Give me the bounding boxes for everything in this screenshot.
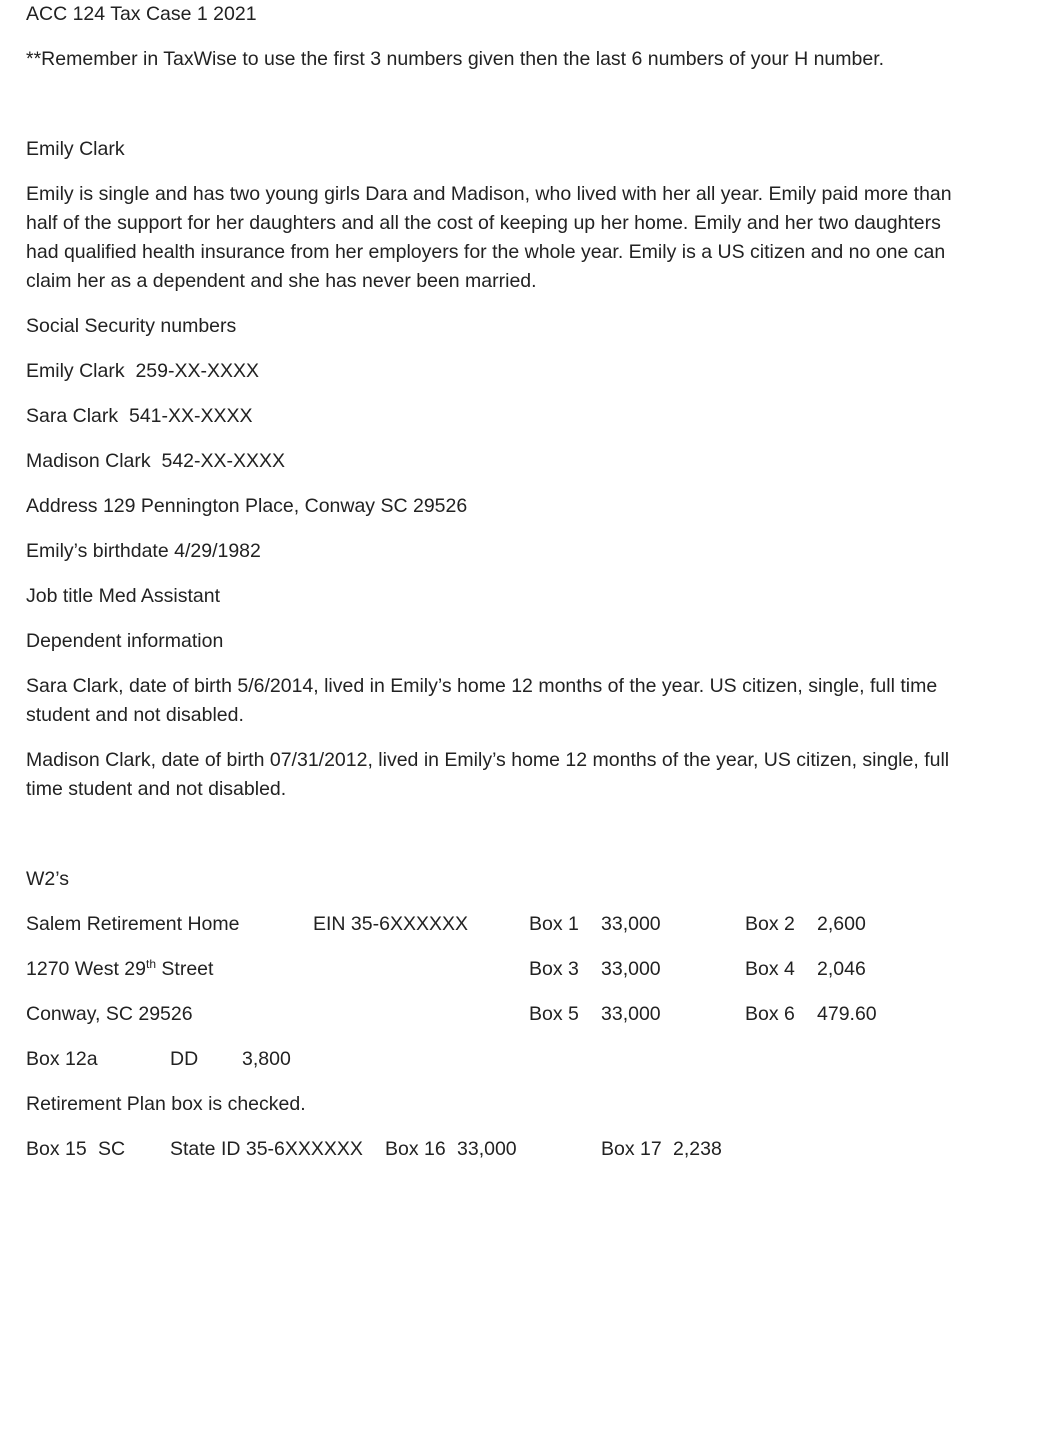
box-label: Box 3: [529, 958, 579, 980]
ssn-number: 542-XX-XXXX: [161, 450, 286, 472]
box15-label: Box 15: [26, 1138, 87, 1160]
ssn-entry: [26, 402, 253, 431]
state-id: State ID 35-6XXXXXX: [170, 1138, 363, 1160]
box-label: Box 1: [529, 913, 579, 935]
ssn-number: 541-XX-XXXX: [128, 405, 253, 427]
box-label: Box 5: [529, 1003, 579, 1025]
box12a-code: DD: [170, 1048, 199, 1070]
ssn-number: 259-XX-XXXX: [135, 360, 259, 382]
box-label: Box 2: [745, 913, 795, 935]
box-label: Box 4: [745, 958, 795, 980]
taxpayer-description: Emily is single and has two young girls Dara and Madison, who lived with her all year. Emily paid more than half of the support for her daughters and all the cost of keeping up her home. Emily and her two daughters had qualified health insurance from her employers for the whole year. Emily is a US citizen and no one can claim her as a dependent and she has never been married.: [26, 183, 952, 292]
box12a-label: Box 12a: [26, 1048, 98, 1070]
document-title: ACC 124 Tax Case 1 2021: [26, 3, 257, 25]
box-value: 2,046: [817, 958, 866, 980]
box-value: 33,000: [601, 1003, 661, 1025]
box17-label: Box 17: [601, 1138, 662, 1160]
box-value: 2,600: [817, 913, 866, 935]
employer-name: Salem Retirement Home: [26, 913, 240, 935]
taxpayer-name: Emily Clark: [26, 138, 125, 160]
box12a-value: 3,800: [242, 1048, 291, 1070]
box17-value: 2,238: [673, 1138, 722, 1160]
ssn-entry: [26, 447, 285, 476]
dependent-heading: Dependent information: [26, 630, 224, 652]
address: Address 129 Pennington Place, Conway SC 29526: [26, 495, 468, 517]
box16-label: Box 16: [385, 1138, 446, 1160]
ssn-entry: [26, 357, 259, 386]
retirement-plan-note: Retirement Plan box is checked.: [26, 1093, 306, 1115]
box-value: 479.60: [817, 1003, 877, 1025]
employer-city: Conway, SC 29526: [26, 1003, 193, 1025]
box-value: 33,000: [601, 958, 661, 980]
ssn-name: Sara Clark: [26, 405, 119, 427]
box15-value: SC: [98, 1138, 126, 1160]
job-title: Job title Med Assistant: [26, 585, 221, 607]
box-value: 33,000: [601, 913, 661, 935]
birthdate: Emily’s birthdate 4/29/1982: [26, 540, 261, 562]
dependent-sara: Sara Clark, date of birth 5/6/2014, lived in Emily’s home 12 months of the year. US citizen, single, full time student and not disabled.: [26, 675, 938, 726]
box-label: Box 6: [745, 1003, 795, 1025]
box16-value: 33,000: [457, 1138, 517, 1160]
dependent-madison: Madison Clark, date of birth 07/31/2012, lived in Emily’s home 12 months of the year, US citizen, single, full time student and not disabled.: [26, 749, 950, 800]
employer-street: 1270 West 29th Street: [26, 957, 214, 980]
ssn-name: Madison Clark: [26, 450, 151, 472]
employer-ein: EIN 35-6XXXXXX: [313, 913, 468, 935]
w2-heading: W2’s: [26, 868, 69, 890]
ssn-name: Emily Clark: [26, 360, 125, 382]
ssn-heading: Social Security numbers: [26, 315, 237, 337]
taxwise-note: **Remember in TaxWise to use the first 3 numbers given then the last 6 numbers of your H number.: [26, 48, 885, 70]
